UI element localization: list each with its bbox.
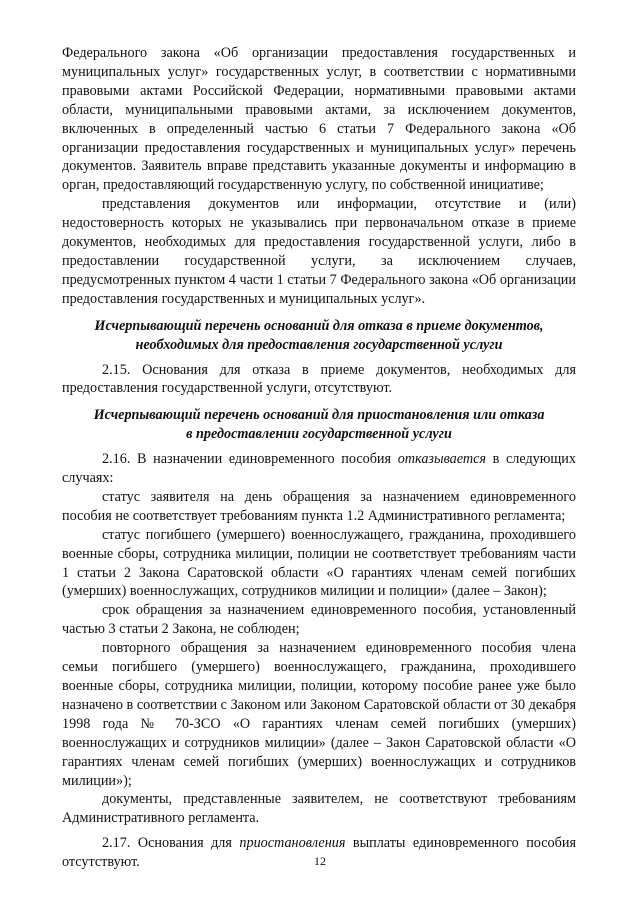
paragraph-2-16	[62, 450, 576, 488]
emphasis-text: отказывается	[397, 451, 486, 468]
paragraph-text: в следующих случаях:	[62, 451, 576, 487]
paragraph-text: 2.17. Основания для	[102, 835, 240, 852]
list-item: срок обращения за назначением единовременного пособия, установленный частью 3 статьи 2 Закона, не соблюден;	[62, 602, 576, 638]
paragraph-documents-not-indicated: представления документов или информации, отсутствие и (или) недостоверность которых не указывались при первоначальном отказе в приеме документов, необходимых для предоставления государственной услуги, либо в предоставлении государственной услуги, за исключением случаев, предусмотренных пунктом 4 части 1 статьи 7 Федерального закона «Об организации предоставления государственных и муниципальных услуг».	[62, 196, 576, 307]
paragraph-2-15: 2.15. Основания для отказа в приеме документов, необходимых для предоставления государственной услуги, отсутствуют.	[62, 361, 576, 397]
paragraph-text: 2.16. В назначении единовременного пособия	[102, 451, 398, 468]
paragraph-continuation: Федерального закона «Об организации предоставления государственных и муниципальных услуг» государственных услуг, в соответствии с нормативными правовыми актами Российской Федерации, нормативными правовыми актами области, муниципальными правовыми актами, за исключением документов, включенных в определенный частью 6 статьи 7 Федерального закона «Об организации предоставления государственных и муниципальных услуг» перечень документов. Заявитель вправе представить указанные документы и информацию в орган, предоставляющий государственную услугу, по собственной инициативе;	[62, 45, 576, 194]
heading-line: Исчерпывающий перечень оснований для отказа в приеме документов,	[94, 317, 544, 334]
page-number: 12	[314, 854, 326, 868]
paragraph-text: выплаты единовременного пособия отсутствуют.	[62, 835, 576, 871]
heading-line: в предоставлении государственной услуги	[186, 426, 452, 443]
list-item: статус погибшего (умершего) военнослужащего, гражданина, проходившего военные сборы, сотрудника милиции, полиции не соответствует требованиям части 1 статьи 2 Закона Саратовской области «О гарантиях членам семей погибших (умерших) военнослужащих, сотрудников милиции и полиции» (далее – Закон);	[62, 526, 576, 600]
list-item: статус заявителя на день обращения за назначением единовременного пособия не соответствует требованиям пункта 1.2 Административного регламента;	[62, 488, 576, 524]
section-heading-suspension-refusal	[62, 406, 576, 444]
list-item: документы, представленные заявителем, не соответствуют требованиям Административного регламента.	[62, 791, 576, 827]
section-heading-refusal-acceptance	[62, 317, 576, 355]
list-item: повторного обращения за назначением единовременного пособия члена семьи погибшего (умершего) военнослужащего, гражданина, проходившего военные сборы, сотрудника милиции, полиции, которому пособие ранее уже было назначено в соответствии с Законом или Законом Саратовской области от 30 декабря 1998 года № 70-ЗСО «О гарантиях членам семей погибших (умерших) военнослужащих и сотрудников милиции» (далее – Закон Саратовской области «О гарантиях членам семей погибших (умерших) военнослужащих и сотрудников милиции»);	[62, 640, 576, 789]
heading-line: необходимых для предоставления государственной услуги	[135, 336, 503, 353]
heading-line: Исчерпывающий перечень оснований для приостановления или отказа	[93, 407, 545, 424]
emphasis-text: приостановления	[239, 835, 346, 852]
